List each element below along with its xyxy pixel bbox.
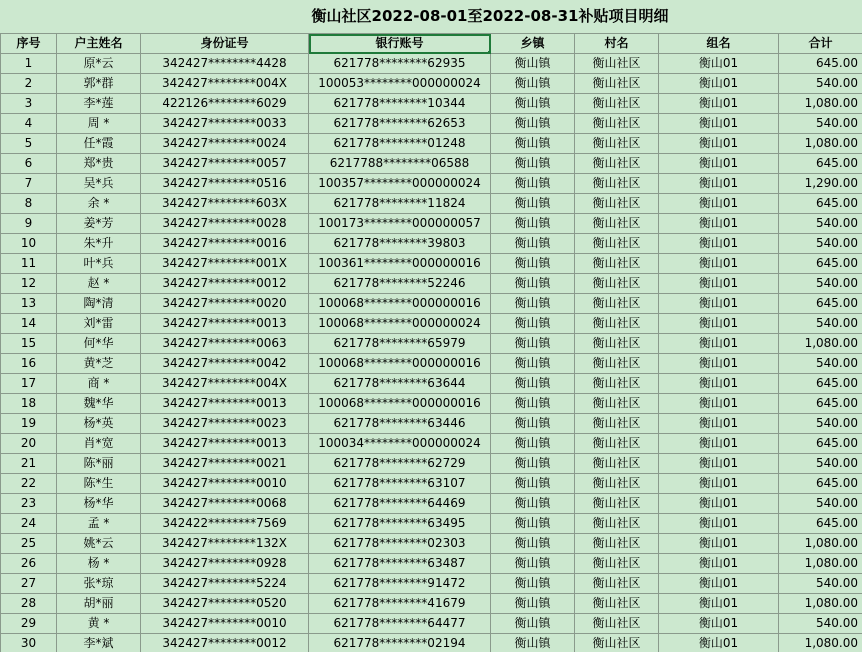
cell-bank-account[interactable]: 621778********63644 — [309, 374, 491, 394]
table-row — [1, 114, 862, 134]
cell-total[interactable]: 540.00 — [779, 274, 862, 294]
header-total[interactable]: 合计 — [779, 34, 862, 54]
cell-village[interactable]: 衡山社区 — [575, 274, 659, 294]
cell-group[interactable]: 衡山01 — [659, 554, 779, 574]
cell-total[interactable]: 540.00 — [779, 114, 862, 134]
cell-bank-account[interactable]: 621778********63446 — [309, 414, 491, 434]
cell-total[interactable]: 1,080.00 — [779, 634, 862, 652]
cell-group[interactable]: 衡山01 — [659, 614, 779, 634]
cell-total[interactable]: 645.00 — [779, 394, 862, 414]
cell-total[interactable]: 645.00 — [779, 254, 862, 274]
cell-group[interactable]: 衡山01 — [659, 194, 779, 214]
table-row — [1, 354, 862, 374]
cell-township[interactable]: 衡山镇 — [491, 294, 575, 314]
cell-householder-name[interactable]: 赵 * — [57, 274, 141, 294]
cell-householder-name[interactable]: 余 * — [57, 194, 141, 214]
cell-index[interactable]: 15 — [1, 334, 57, 354]
cell-index[interactable]: 25 — [1, 534, 57, 554]
cell-bank-account[interactable]: 621778********91472 — [309, 574, 491, 594]
cell-group[interactable]: 衡山01 — [659, 274, 779, 294]
cell-village[interactable]: 衡山社区 — [575, 354, 659, 374]
cell-township[interactable]: 衡山镇 — [491, 514, 575, 534]
cell-group[interactable]: 衡山01 — [659, 514, 779, 534]
cell-householder-name[interactable]: 姜*芳 — [57, 214, 141, 234]
cell-index[interactable]: 12 — [1, 274, 57, 294]
cell-id-number[interactable]: 342427********0042 — [141, 354, 309, 374]
cell-householder-name[interactable]: 陶*清 — [57, 294, 141, 314]
cell-householder-name[interactable]: 李*莲 — [57, 94, 141, 114]
cell-township[interactable]: 衡山镇 — [491, 134, 575, 154]
cell-id-number[interactable]: 342427********0520 — [141, 594, 309, 614]
cell-id-number[interactable]: 342427********4428 — [141, 54, 309, 74]
cell-index[interactable]: 27 — [1, 574, 57, 594]
cell-bank-account[interactable]: 100173********000000057 — [309, 214, 491, 234]
cell-total[interactable]: 645.00 — [779, 194, 862, 214]
cell-group[interactable]: 衡山01 — [659, 534, 779, 554]
cell-total[interactable]: 645.00 — [779, 294, 862, 314]
cell-householder-name[interactable]: 姚*云 — [57, 534, 141, 554]
cell-id-number[interactable]: 342427********0028 — [141, 214, 309, 234]
cell-village[interactable]: 衡山社区 — [575, 114, 659, 134]
cell-village[interactable]: 衡山社区 — [575, 214, 659, 234]
cell-bank-account[interactable]: 621778********11824 — [309, 194, 491, 214]
cell-index[interactable]: 28 — [1, 594, 57, 614]
cell-id-number[interactable]: 342427********0010 — [141, 614, 309, 634]
table-row — [1, 254, 862, 274]
cell-village[interactable]: 衡山社区 — [575, 194, 659, 214]
cell-township[interactable]: 衡山镇 — [491, 114, 575, 134]
cell-index[interactable]: 11 — [1, 254, 57, 274]
cell-householder-name[interactable]: 任*霞 — [57, 134, 141, 154]
cell-householder-name[interactable]: 杨 * — [57, 554, 141, 574]
cell-id-number[interactable]: 422126********6029 — [141, 94, 309, 114]
cell-householder-name[interactable]: 黄*芝 — [57, 354, 141, 374]
cell-township[interactable]: 衡山镇 — [491, 474, 575, 494]
header-bank-account[interactable]: 银行账号 — [309, 34, 491, 54]
cell-householder-name[interactable]: 李*斌 — [57, 634, 141, 652]
cell-index[interactable]: 17 — [1, 374, 57, 394]
cell-total[interactable]: 645.00 — [779, 374, 862, 394]
table-row — [1, 414, 862, 434]
cell-group[interactable]: 衡山01 — [659, 134, 779, 154]
cell-bank-account[interactable]: 621778********10344 — [309, 94, 491, 114]
cell-total[interactable]: 540.00 — [779, 494, 862, 514]
cell-householder-name[interactable]: 叶*兵 — [57, 254, 141, 274]
cell-bank-account[interactable]: 621778********62935 — [309, 54, 491, 74]
cell-index[interactable]: 2 — [1, 74, 57, 94]
cell-group[interactable]: 衡山01 — [659, 154, 779, 174]
cell-group[interactable]: 衡山01 — [659, 174, 779, 194]
cell-township[interactable]: 衡山镇 — [491, 354, 575, 374]
cell-householder-name[interactable]: 周 * — [57, 114, 141, 134]
cell-bank-account[interactable]: 621778********63107 — [309, 474, 491, 494]
header-village[interactable]: 村名 — [575, 34, 659, 54]
cell-township[interactable]: 衡山镇 — [491, 394, 575, 414]
cell-group[interactable]: 衡山01 — [659, 334, 779, 354]
cell-village[interactable]: 衡山社区 — [575, 434, 659, 454]
cell-township[interactable]: 衡山镇 — [491, 534, 575, 554]
cell-total[interactable]: 1,080.00 — [779, 134, 862, 154]
cell-householder-name[interactable]: 朱*升 — [57, 234, 141, 254]
cell-bank-account[interactable]: 621778********64469 — [309, 494, 491, 514]
cell-index[interactable]: 1 — [1, 54, 57, 74]
cell-group[interactable]: 衡山01 — [659, 634, 779, 652]
cell-township[interactable]: 衡山镇 — [491, 454, 575, 474]
cell-village[interactable]: 衡山社区 — [575, 74, 659, 94]
table-row — [1, 594, 862, 614]
cell-group[interactable]: 衡山01 — [659, 474, 779, 494]
cell-total[interactable]: 540.00 — [779, 214, 862, 234]
cell-total[interactable]: 1,290.00 — [779, 174, 862, 194]
table-body — [1, 54, 862, 652]
cell-total[interactable]: 1,080.00 — [779, 534, 862, 554]
cell-index[interactable]: 9 — [1, 214, 57, 234]
table-row — [1, 234, 862, 254]
cell-village[interactable]: 衡山社区 — [575, 534, 659, 554]
cell-township[interactable]: 衡山镇 — [491, 574, 575, 594]
cell-householder-name[interactable]: 商 * — [57, 374, 141, 394]
cell-id-number[interactable]: 342427********0033 — [141, 114, 309, 134]
cell-group[interactable]: 衡山01 — [659, 214, 779, 234]
cell-index[interactable]: 3 — [1, 94, 57, 114]
cell-village[interactable]: 衡山社区 — [575, 394, 659, 414]
table-row — [1, 534, 862, 554]
table-row — [1, 154, 862, 174]
cell-id-number[interactable]: 342427********0057 — [141, 154, 309, 174]
cell-group[interactable]: 衡山01 — [659, 414, 779, 434]
cell-group[interactable]: 衡山01 — [659, 454, 779, 474]
cell-total[interactable]: 645.00 — [779, 54, 862, 74]
cell-householder-name[interactable]: 陈*丽 — [57, 454, 141, 474]
cell-total[interactable]: 645.00 — [779, 154, 862, 174]
cell-id-number[interactable]: 342427********0012 — [141, 274, 309, 294]
cell-village[interactable]: 衡山社区 — [575, 594, 659, 614]
table-row — [1, 174, 862, 194]
cell-bank-account[interactable]: 621778********65979 — [309, 334, 491, 354]
cell-group[interactable]: 衡山01 — [659, 294, 779, 314]
table-row — [1, 574, 862, 594]
cell-id-number[interactable]: 342422********7569 — [141, 514, 309, 534]
cell-total[interactable]: 645.00 — [779, 514, 862, 534]
table-row — [1, 394, 862, 414]
cell-bank-account[interactable]: 621778********62729 — [309, 454, 491, 474]
cell-group[interactable]: 衡山01 — [659, 374, 779, 394]
cell-householder-name[interactable]: 杨*英 — [57, 414, 141, 434]
cell-id-number[interactable]: 342427********0012 — [141, 634, 309, 652]
table-row — [1, 494, 862, 514]
cell-village[interactable]: 衡山社区 — [575, 374, 659, 394]
cell-total[interactable]: 540.00 — [779, 614, 862, 634]
cell-id-number[interactable]: 342427********0013 — [141, 394, 309, 414]
cell-bank-account[interactable]: 621778********02194 — [309, 634, 491, 652]
cell-householder-name[interactable]: 黄 * — [57, 614, 141, 634]
cell-township[interactable]: 衡山镇 — [491, 94, 575, 114]
header-index[interactable]: 序号 — [1, 34, 57, 54]
header-id-number[interactable]: 身份证号 — [141, 34, 309, 54]
cell-index[interactable]: 13 — [1, 294, 57, 314]
cell-total[interactable]: 540.00 — [779, 454, 862, 474]
table-row — [1, 434, 862, 454]
cell-id-number[interactable]: 342427********001X — [141, 254, 309, 274]
cell-village[interactable]: 衡山社区 — [575, 494, 659, 514]
table-row — [1, 194, 862, 214]
cell-id-number[interactable]: 342427********0024 — [141, 134, 309, 154]
cell-group[interactable]: 衡山01 — [659, 574, 779, 594]
cell-householder-name[interactable]: 张*琼 — [57, 574, 141, 594]
cell-householder-name[interactable]: 郑*贵 — [57, 154, 141, 174]
cell-township[interactable]: 衡山镇 — [491, 614, 575, 634]
cell-total[interactable]: 540.00 — [779, 314, 862, 334]
table-row — [1, 274, 862, 294]
table-row — [1, 314, 862, 334]
table-row — [1, 294, 862, 314]
cell-bank-account[interactable]: 100361********000000016 — [309, 254, 491, 274]
cell-bank-account[interactable]: 100053********000000024 — [309, 74, 491, 94]
cell-village[interactable]: 衡山社区 — [575, 54, 659, 74]
table-row — [1, 474, 862, 494]
cell-group[interactable]: 衡山01 — [659, 254, 779, 274]
cell-bank-account[interactable]: 100068********000000016 — [309, 294, 491, 314]
cell-township[interactable]: 衡山镇 — [491, 634, 575, 652]
cell-village[interactable]: 衡山社区 — [575, 454, 659, 474]
cell-bank-account[interactable]: 100068********000000016 — [309, 394, 491, 414]
cell-index[interactable]: 30 — [1, 634, 57, 652]
cell-householder-name[interactable]: 陈*生 — [57, 474, 141, 494]
cell-township[interactable]: 衡山镇 — [491, 254, 575, 274]
cell-index[interactable]: 14 — [1, 314, 57, 334]
cell-group[interactable]: 衡山01 — [659, 234, 779, 254]
cell-bank-account[interactable]: 621778********41679 — [309, 594, 491, 614]
cell-group[interactable]: 衡山01 — [659, 314, 779, 334]
cell-township[interactable]: 衡山镇 — [491, 594, 575, 614]
cell-bank-account[interactable]: 621778********62653 — [309, 114, 491, 134]
cell-village[interactable]: 衡山社区 — [575, 294, 659, 314]
cell-bank-account[interactable]: 100068********000000024 — [309, 314, 491, 334]
cell-householder-name[interactable]: 肖*宽 — [57, 434, 141, 454]
cell-bank-account[interactable]: 621778********63495 — [309, 514, 491, 534]
table-row — [1, 214, 862, 234]
cell-group[interactable]: 衡山01 — [659, 354, 779, 374]
cell-group[interactable]: 衡山01 — [659, 54, 779, 74]
cell-township[interactable]: 衡山镇 — [491, 374, 575, 394]
cell-township[interactable]: 衡山镇 — [491, 334, 575, 354]
cell-householder-name[interactable]: 原*云 — [57, 54, 141, 74]
cell-township[interactable]: 衡山镇 — [491, 554, 575, 574]
cell-bank-account[interactable]: 621778********02303 — [309, 534, 491, 554]
cell-total[interactable]: 540.00 — [779, 414, 862, 434]
cell-index[interactable]: 23 — [1, 494, 57, 514]
table-row — [1, 334, 862, 354]
cell-householder-name[interactable]: 杨*华 — [57, 494, 141, 514]
table-row — [1, 54, 862, 74]
table-row — [1, 554, 862, 574]
cell-township[interactable]: 衡山镇 — [491, 194, 575, 214]
cell-householder-name[interactable]: 魏*华 — [57, 394, 141, 414]
cell-index[interactable]: 6 — [1, 154, 57, 174]
cell-bank-account[interactable]: 621778********01248 — [309, 134, 491, 154]
cell-village[interactable]: 衡山社区 — [575, 614, 659, 634]
cell-total[interactable]: 540.00 — [779, 354, 862, 374]
cell-group[interactable]: 衡山01 — [659, 74, 779, 94]
cell-index[interactable]: 20 — [1, 434, 57, 454]
cell-id-number[interactable]: 342427********0020 — [141, 294, 309, 314]
cell-bank-account[interactable]: 100357********000000024 — [309, 174, 491, 194]
cell-total[interactable]: 540.00 — [779, 574, 862, 594]
cell-total[interactable]: 645.00 — [779, 434, 862, 454]
cell-group[interactable]: 衡山01 — [659, 94, 779, 114]
cell-total[interactable]: 1,080.00 — [779, 334, 862, 354]
cell-index[interactable]: 7 — [1, 174, 57, 194]
cell-total[interactable]: 1,080.00 — [779, 594, 862, 614]
cell-id-number[interactable]: 342427********132X — [141, 534, 309, 554]
cell-index[interactable]: 5 — [1, 134, 57, 154]
cell-village[interactable]: 衡山社区 — [575, 254, 659, 274]
cell-total[interactable]: 540.00 — [779, 74, 862, 94]
cell-village[interactable]: 衡山社区 — [575, 174, 659, 194]
table-row — [1, 74, 862, 94]
cell-township[interactable]: 衡山镇 — [491, 54, 575, 74]
cell-id-number[interactable]: 342427********0010 — [141, 474, 309, 494]
data-table — [0, 33, 862, 652]
cell-id-number[interactable]: 342427********0013 — [141, 314, 309, 334]
cell-village[interactable]: 衡山社区 — [575, 574, 659, 594]
table-row — [1, 374, 862, 394]
table-row — [1, 94, 862, 114]
cell-householder-name[interactable]: 何*华 — [57, 334, 141, 354]
cell-index[interactable]: 29 — [1, 614, 57, 634]
cell-village[interactable]: 衡山社区 — [575, 154, 659, 174]
cell-village[interactable]: 衡山社区 — [575, 514, 659, 534]
cell-village[interactable]: 衡山社区 — [575, 474, 659, 494]
header-township[interactable]: 乡镇 — [491, 34, 575, 54]
cell-bank-account[interactable]: 100034********000000024 — [309, 434, 491, 454]
cell-bank-account[interactable]: 6217788********06588 — [309, 154, 491, 174]
cell-village[interactable]: 衡山社区 — [575, 414, 659, 434]
cell-township[interactable]: 衡山镇 — [491, 214, 575, 234]
cell-group[interactable]: 衡山01 — [659, 594, 779, 614]
cell-id-number[interactable]: 342427********0013 — [141, 434, 309, 454]
cell-householder-name[interactable]: 吴*兵 — [57, 174, 141, 194]
cell-id-number[interactable]: 342427********004X — [141, 374, 309, 394]
cell-bank-account[interactable]: 621778********63487 — [309, 554, 491, 574]
cell-index[interactable]: 16 — [1, 354, 57, 374]
cell-group[interactable]: 衡山01 — [659, 394, 779, 414]
cell-township[interactable]: 衡山镇 — [491, 274, 575, 294]
cell-id-number[interactable]: 342427********0516 — [141, 174, 309, 194]
cell-group[interactable]: 衡山01 — [659, 494, 779, 514]
cell-township[interactable]: 衡山镇 — [491, 154, 575, 174]
cell-township[interactable]: 衡山镇 — [491, 174, 575, 194]
cell-township[interactable]: 衡山镇 — [491, 314, 575, 334]
cell-id-number[interactable]: 342427********0016 — [141, 234, 309, 254]
cell-township[interactable]: 衡山镇 — [491, 434, 575, 454]
cell-id-number[interactable]: 342427********5224 — [141, 574, 309, 594]
cell-index[interactable]: 21 — [1, 454, 57, 474]
cell-index[interactable]: 18 — [1, 394, 57, 414]
cell-id-number[interactable]: 342427********0928 — [141, 554, 309, 574]
cell-village[interactable]: 衡山社区 — [575, 234, 659, 254]
cell-bank-account[interactable]: 100068********000000016 — [309, 354, 491, 374]
cell-village[interactable]: 衡山社区 — [575, 134, 659, 154]
cell-group[interactable]: 衡山01 — [659, 434, 779, 454]
cell-id-number[interactable]: 342427********0023 — [141, 414, 309, 434]
cell-index[interactable]: 22 — [1, 474, 57, 494]
cell-village[interactable]: 衡山社区 — [575, 314, 659, 334]
cell-bank-account[interactable]: 621778********52246 — [309, 274, 491, 294]
cell-total[interactable]: 540.00 — [779, 234, 862, 254]
cell-bank-account[interactable]: 621778********64477 — [309, 614, 491, 634]
cell-index[interactable]: 19 — [1, 414, 57, 434]
cell-householder-name[interactable]: 刘*雷 — [57, 314, 141, 334]
cell-householder-name[interactable]: 胡*丽 — [57, 594, 141, 614]
cell-index[interactable]: 4 — [1, 114, 57, 134]
cell-householder-name[interactable]: 孟 * — [57, 514, 141, 534]
sheet-title[interactable]: 衡山社区2022-08-01至2022-08-31补贴项目明细 — [311, 7, 669, 25]
cell-index[interactable]: 24 — [1, 514, 57, 534]
cell-total[interactable]: 1,080.00 — [779, 554, 862, 574]
cell-householder-name[interactable]: 郭*群 — [57, 74, 141, 94]
cell-id-number[interactable]: 342427********0068 — [141, 494, 309, 514]
table-row — [1, 634, 862, 652]
cell-group[interactable]: 衡山01 — [659, 114, 779, 134]
cell-village[interactable]: 衡山社区 — [575, 94, 659, 114]
cell-bank-account[interactable]: 621778********39803 — [309, 234, 491, 254]
cell-township[interactable]: 衡山镇 — [491, 414, 575, 434]
cell-id-number[interactable]: 342427********0021 — [141, 454, 309, 474]
cell-index[interactable]: 26 — [1, 554, 57, 574]
cell-village[interactable]: 衡山社区 — [575, 634, 659, 652]
cell-total[interactable]: 645.00 — [779, 474, 862, 494]
cell-index[interactable]: 8 — [1, 194, 57, 214]
header-group[interactable]: 组名 — [659, 34, 779, 54]
cell-total[interactable]: 1,080.00 — [779, 94, 862, 114]
cell-village[interactable]: 衡山社区 — [575, 334, 659, 354]
header-row — [1, 34, 862, 54]
header-householder-name[interactable]: 户主姓名 — [57, 34, 141, 54]
table-row — [1, 134, 862, 154]
table-row — [1, 514, 862, 534]
cell-township[interactable]: 衡山镇 — [491, 494, 575, 514]
cell-index[interactable]: 10 — [1, 234, 57, 254]
table-row — [1, 454, 862, 474]
cell-village[interactable]: 衡山社区 — [575, 554, 659, 574]
cell-township[interactable]: 衡山镇 — [491, 74, 575, 94]
table-row — [1, 614, 862, 634]
cell-id-number[interactable]: 342427********603X — [141, 194, 309, 214]
cell-id-number[interactable]: 342427********0063 — [141, 334, 309, 354]
cell-township[interactable]: 衡山镇 — [491, 234, 575, 254]
cell-id-number[interactable]: 342427********004X — [141, 74, 309, 94]
